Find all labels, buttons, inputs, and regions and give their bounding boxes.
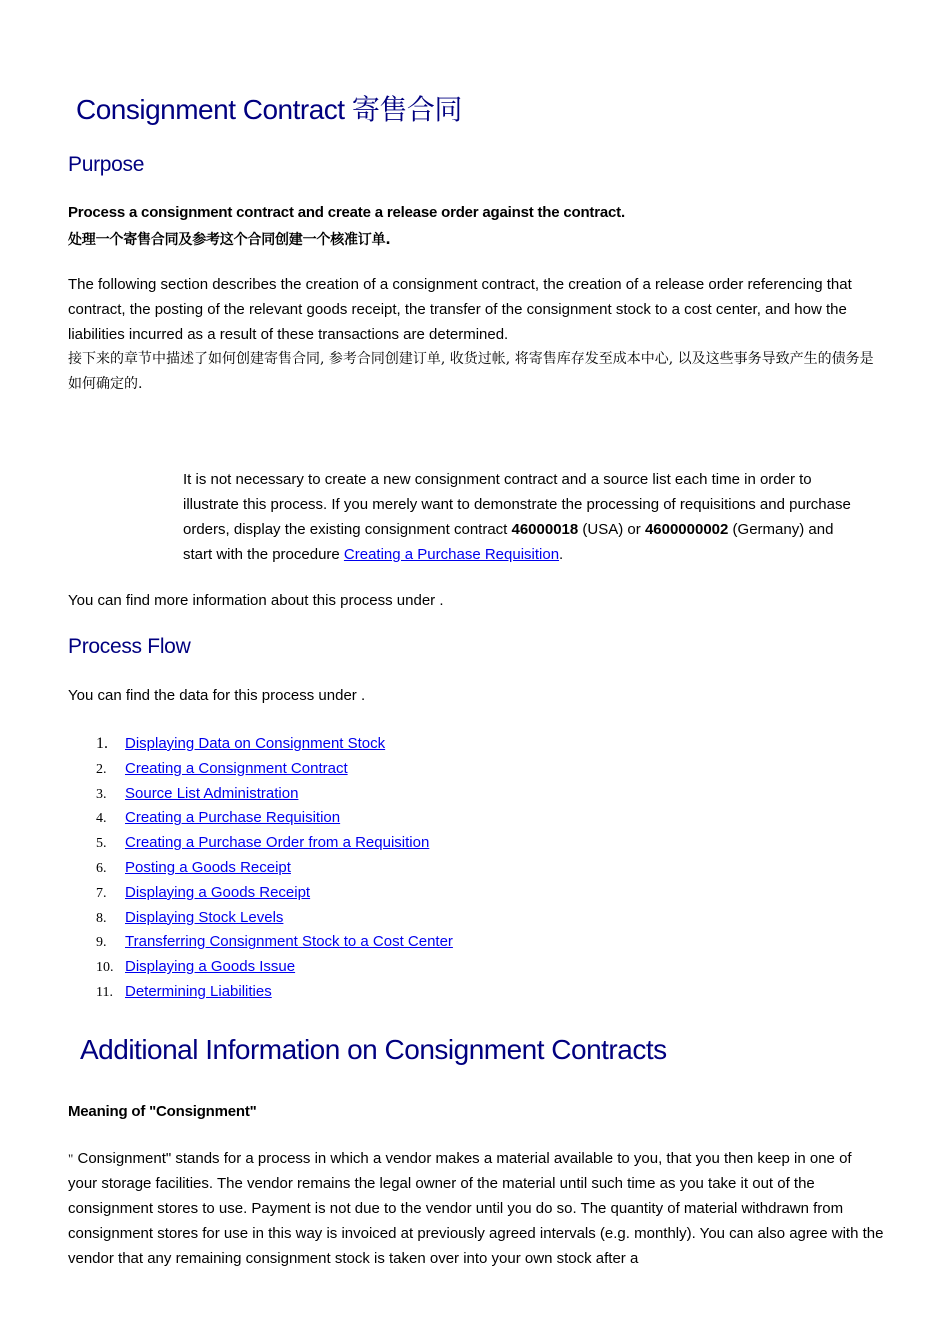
contract-number-usa: 46000018 [511,521,579,538]
purpose-heading: Purpose [68,153,145,176]
more-info-text: You can find more information about this process under . [68,592,444,609]
consignment-meaning-subheading: Meaning of "Consignment" [68,1103,257,1120]
purpose-description-cn: 接下来的章节中描述了如何创建寄售合同, 参考合同创建订单, 收货过帐, 将寄售库存发至成本中心, 以及这些事务导致产生的债务是如何确定的. [68,351,874,392]
purpose-description-en: The following section describes the creation of a consignment contract, the creation of a release order referencing that contract, the posting of the relevant goods receipt, the transfer of the consignment stock to a cost center, and how the liabilities incurred as a result of these transactions are determined. [68,276,852,343]
process-steps-list [96,732,453,1005]
step-number: 5. [96,836,107,852]
purpose-summary-cn: 处理一个寄售合同及参考这个合同创建一个核准订单. [68,232,391,248]
list-item [96,955,453,980]
note-text-3: (Germany) and start with the procedure [183,521,834,563]
consignment-meaning-text: Consignment" stands for a process in which a vendor makes a material available to you, that you then keep in one of your storage facilities. The vendor remains the legal owner of the material until such time as you take it out of the consignment stores to use. Payment is not due to the vendor until you do so. The quantity of material withdrawn from consignment stores for use in this way is invoiced at previously agreed intervals (e.g. monthly). You can also agree with the vendor that any remaining consignment stock is taken over into your own stock after a [68,1150,884,1267]
note-block [183,467,861,567]
step-number: 11. [96,984,113,1000]
creating-purchase-requisition-link[interactable]: Creating a Purchase Requisition [343,546,560,563]
contract-number-germany: 4600000002 [644,521,729,538]
step-link-displaying-stock-levels[interactable]: Displaying Stock Levels [125,908,284,926]
process-flow-intro: You can find the data for this process under . [68,687,366,704]
list-item [96,782,453,807]
list-item [96,831,453,856]
list-item [96,856,453,881]
list-item [96,757,453,782]
note-text-1: It is not necessary to create a new consignment contract and a source list each time in order to illustrate this process. If you merely want to demonstrate the processing of requisitions and purchase orders, display the existing consignment contract [183,471,851,538]
step-number: 9. [96,935,107,951]
step-number: 2. [96,761,107,777]
step-number: 1. [96,735,108,752]
step-number: 4. [96,811,107,827]
step-link-displaying-goods-issue[interactable]: Displaying a Goods Issue [125,958,296,976]
step-link-source-list-administration[interactable]: Source List Administration [125,784,299,802]
step-link-creating-purchase-requisition[interactable]: Creating a Purchase Requisition [125,809,341,827]
consignment-meaning-body [68,1146,884,1271]
step-link-transferring-consignment-stock[interactable]: Transferring Consignment Stock to a Cost Center [125,933,453,951]
list-item [96,732,453,757]
step-link-posting-goods-receipt[interactable]: Posting a Goods Receipt [125,858,291,876]
additional-info-heading: Additional Information on Consignment Contracts [80,1034,667,1065]
step-link-determining-liabilities[interactable]: Determining Liabilities [125,982,272,1000]
list-item [96,980,453,1005]
list-item [96,881,453,906]
list-item [96,806,453,831]
page-title: Consignment Contract 寄售合同 [76,94,462,125]
step-number: 6. [96,860,107,876]
purpose-summary-en: Process a consignment contract and create a release order against the contract. [68,204,625,221]
open-quote: " [68,1151,74,1166]
step-number: 10. [96,960,114,976]
step-link-creating-purchase-order[interactable]: Creating a Purchase Order from a Requisition [125,834,430,852]
note-text-2: (USA) or [578,521,645,538]
step-number: 8. [96,910,107,926]
list-item [96,930,453,955]
step-number: 7. [96,885,107,901]
step-number: 3. [96,786,107,802]
step-link-displaying-data-on-consignment-stock[interactable]: Displaying Data on Consignment Stock [125,735,386,752]
step-link-creating-consignment-contract[interactable]: Creating a Consignment Contract [125,759,348,777]
step-link-displaying-goods-receipt[interactable]: Displaying a Goods Receipt [125,883,311,901]
note-text-4: . [559,546,564,563]
list-item [96,906,453,931]
process-flow-heading: Process Flow [68,635,191,658]
